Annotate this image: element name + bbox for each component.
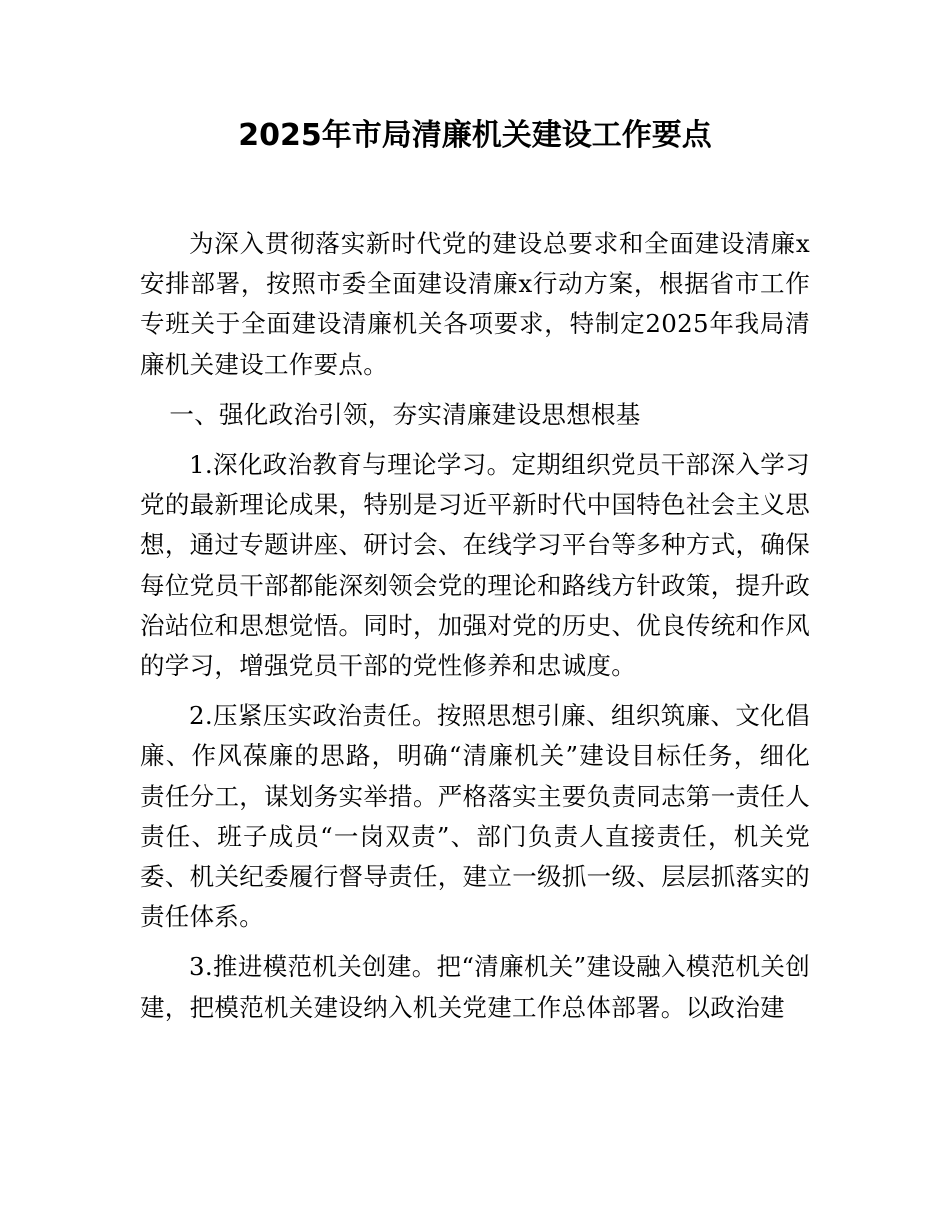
item-paragraph-1: 1.深化政治教育与理论学习。定期组织党员干部深入学习党的最新理论成果，特别是习近平新时代中国特色社会主义思想，通过专题讲座、研讨会、在线学习平台等多种方式，确保每位党员干部都能深刻领会党的理论和路线方针政策，提升政治站位和思想觉悟。同时，加强对党的历史、优良传统和作风的学习，增强党员干部的党性修养和忠诚度。 bbox=[140, 450, 810, 681]
document-body bbox=[140, 224, 810, 1038]
item-paragraph-3: 3.推进模范机关创建。把“清廉机关”建设融入模范机关创建，把模范机关建设纳入机关党建工作总体部署。以政治建 bbox=[140, 952, 810, 1022]
section-heading: 一、强化政治引领，夯实清廉建设思想根基 bbox=[169, 399, 641, 429]
intro-paragraph: 为深入贯彻落实新时代党的建设总要求和全面建设清廉x安排部署，按照市委全面建设清廉x行动方案，根据省市工作专班关于全面建设清廉机关各项要求，特制定2025年我局清廉机关建设工作要点。 bbox=[140, 229, 810, 379]
item-paragraph-2: 2.压紧压实政治责任。按照思想引廉、组织筑廉、文化倡廉、作风葆廉的思路，明确“清廉机关”建设目标任务，细化责任分工，谋划务实举措。严格落实主要负责同志第一责任人责任、班子成员“一岗双责”、部门负责人直接责任，机关党委、机关纪委履行督导责任，建立一级抓一级、层层抓落实的责任体系。 bbox=[140, 701, 810, 932]
document-title: 2025年市局清廉机关建设工作要点 bbox=[238, 118, 712, 153]
